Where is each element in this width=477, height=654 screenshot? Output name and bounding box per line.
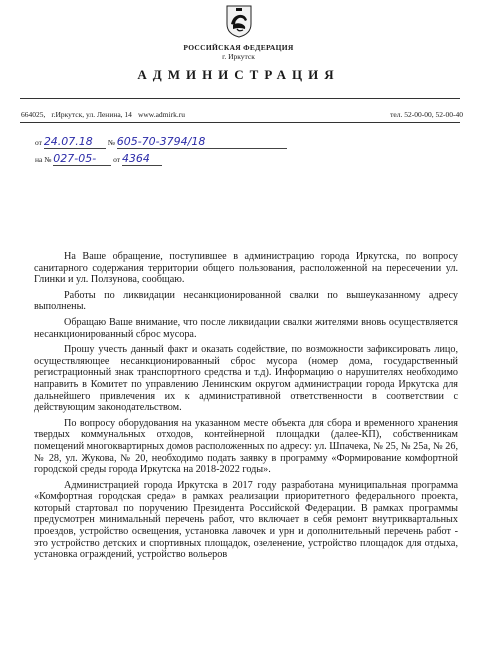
outgoing-reference: [35, 135, 287, 149]
number-label: №: [107, 138, 115, 147]
phone-numbers: тел. 52-00-00, 52-00-40: [390, 110, 463, 119]
incoming-number: 027-05-: [53, 152, 97, 165]
from-label: от: [35, 138, 42, 147]
paragraph: Обращаю Ваше внимание, что после ликвидации свалки жителями вновь осуществляется несанкционированный сброс мусора.: [34, 316, 458, 340]
page-title: АДМИНИСТРАЦИЯ: [137, 67, 340, 82]
federation-label: РОССИЙСКАЯ ФЕДЕРАЦИЯ: [183, 43, 294, 52]
street-address: г.Иркутск, ул. Ленина, 14: [51, 110, 132, 119]
website-link[interactable]: www.admirk.ru: [137, 110, 185, 119]
paragraph: На Ваше обращение, поступившее в администрацию города Иркутска, по вопросу санитарного содержания территории общего пользования, расположенной на пересечении ул. Глинки и ул. Ползунова, сообщаю.: [34, 251, 458, 286]
paragraph: Прошу учесть данный факт и оказать содействие, по возможности зафиксировать лицо, осуществляющее несанкционированный сброс мусора (номер дома, государственный регистрационный знак транспортного средства и т.д). Информацию о нарушителях необходимо направить в Комитет по управлению Ленинским округом администрации города Иркутска для дальнейшего привлечения их к административной ответственности в соответствии с действующим законодательством.: [34, 344, 458, 414]
paragraph: Администрацией города Иркутска в 2017 году разработана муниципальная программа «Комфортная городская среда» в рамках реализации приоритетного федерального проекта, который стартовал по поручению Президента Российской Федерации. В рамках программы предусмотрен минимальный перечень работ, что включает в себя ремонт внутриквартальных проездов, устройство освещения, установка лавочек и урн и дополнительный перечень работ - это устройство детских и спортивных площадок, озеленение, устройство площадок для отдыха, установка ограждений, устройство вольеров: [34, 479, 458, 561]
outgoing-number: 605-70-3794/18: [116, 135, 206, 148]
irkutsk-coat-of-arms-icon: [223, 4, 255, 38]
letter-body: [34, 251, 458, 565]
postcode: 664025,: [21, 110, 46, 119]
address-divider: [20, 122, 460, 123]
incoming-reference: [35, 152, 162, 166]
on-from-label: от: [113, 155, 121, 164]
paragraph: По вопросу оборудования на указанном месте объекта для сбора и временного хранения твердых коммунальных отходов, контейнерной площадки (далее-КП), собственникам помещений многоквартирных домов расположенных по адресу: ул. Шпачека, № 25, № 25а, № 26, № 28, ул. Жукова, № 20, необходимо подать заявку в программу «Формирование комфортной городской среды города Иркутска на 2018-2022 годы».: [34, 417, 458, 476]
incoming-date: 4364: [121, 152, 150, 165]
paragraph: Работы по ликвидации несанкционированной свалки по вышеуказанному адресу выполнены.: [34, 289, 458, 313]
header-divider: [20, 98, 460, 99]
on-number-label: на №: [35, 155, 52, 164]
outgoing-date: 24.07.18: [43, 135, 93, 148]
address-line: [21, 110, 191, 119]
city-label: г. Иркутск: [222, 52, 255, 61]
